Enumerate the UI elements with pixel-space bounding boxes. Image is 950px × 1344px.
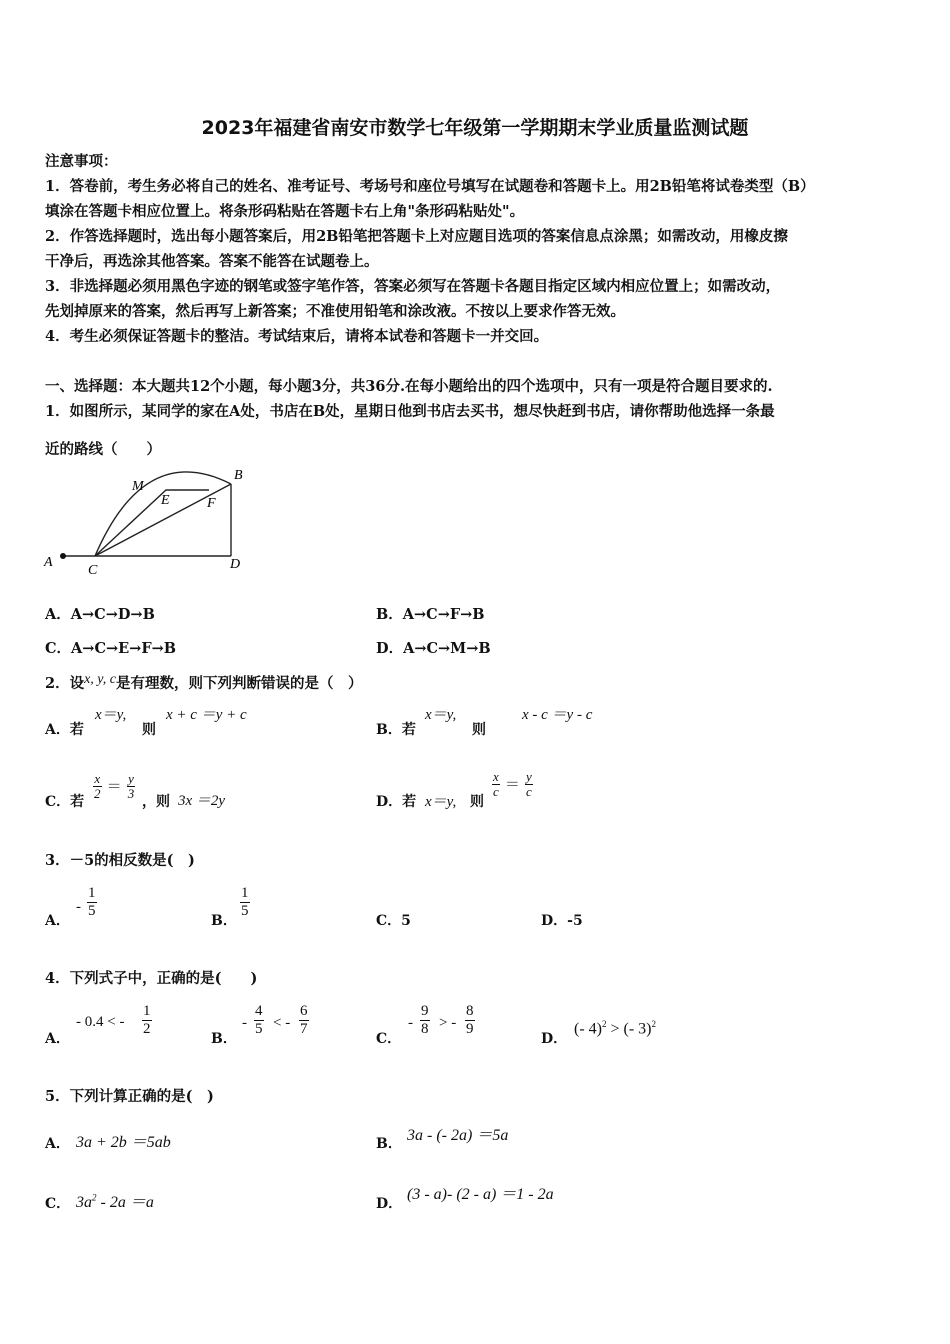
figure-label-d: D bbox=[230, 557, 241, 572]
figure-label-c: C bbox=[88, 563, 98, 577]
figure-label-a: A bbox=[44, 555, 53, 570]
notice-line: 4．考生必须保证答题卡的整洁。考试结束后，请将本试卷和答题卡一并交回。 bbox=[45, 328, 549, 345]
question-1-option-b[interactable]: B．A→C→F→B bbox=[376, 606, 485, 623]
figure-label-b: B bbox=[234, 468, 243, 483]
question-1-stem-cont: 近的路线（ ） bbox=[45, 441, 161, 458]
notice-line: 干净后，再选涂其他答案。答案不能答在试题卷上。 bbox=[45, 253, 379, 270]
route-figure bbox=[40, 462, 260, 577]
question-3-option-c[interactable]: C．5 bbox=[376, 913, 411, 929]
question-1-stem: 1．如图所示，某同学的家在A处，书店在B处，星期日他到书店去买书，想尽快赶到书店，请你帮助他选择一条最 bbox=[45, 403, 775, 420]
figure-label-m: M bbox=[132, 479, 144, 494]
figure-label-f: F bbox=[207, 496, 216, 511]
section-heading: 一、选择题：本大题共12个小题，每小题3分，共36分.在每小题给出的四个选项中，只有一项是符合题目要求的. bbox=[45, 378, 773, 395]
notice-heading: 注意事项： bbox=[45, 153, 118, 170]
question-1-option-d[interactable]: D．A→C→M→B bbox=[376, 640, 491, 657]
question-1-option-c[interactable]: C．A→C→E→F→B bbox=[45, 640, 177, 657]
notice-line: 1．答卷前，考生务必将自己的姓名、准考证号、考场号和座位号填写在试题卷和答题卡上。用2B铅笔将试卷类型（B） bbox=[45, 178, 815, 195]
question-4-stem: 4．下列式子中，正确的是( ) bbox=[45, 970, 258, 987]
question-2-stem: 2．设x, y, c是有理数，则下列判断错误的是（ ） bbox=[45, 672, 363, 692]
notice-line: 2．作答选择题时，选出每小题答案后，用2B铅笔把答题卡上对应题目选项的答案信息点涂黑；如需改动，用橡皮擦 bbox=[45, 228, 788, 245]
question-3-stem: 3．－5的相反数是( ) bbox=[45, 852, 195, 869]
notice-line: 先划掉原来的答案，然后再写上新答案；不准使用铅笔和涂改液。不按以上要求作答无效。 bbox=[45, 303, 625, 320]
notice-line: 3．非选择题必须用黑色字迹的钢笔或签字笔作答，答案必须写在答题卡各题目指定区域内相应位置上；如需改动， bbox=[45, 278, 781, 295]
question-1-option-a[interactable]: A．A→C→D→B bbox=[45, 606, 155, 623]
question-3-option-d[interactable]: D．-5 bbox=[541, 913, 583, 929]
question-5-stem: 5．下列计算正确的是( ) bbox=[45, 1088, 214, 1105]
notice-line: 填涂在答题卡相应位置上。将条形码粘贴在答题卡右上角"条形码粘贴处"。 bbox=[45, 203, 525, 220]
page-title: 2023年福建省南安市数学七年级第一学期期末学业质量监测试题 bbox=[201, 117, 749, 139]
figure-label-e: E bbox=[161, 493, 170, 508]
